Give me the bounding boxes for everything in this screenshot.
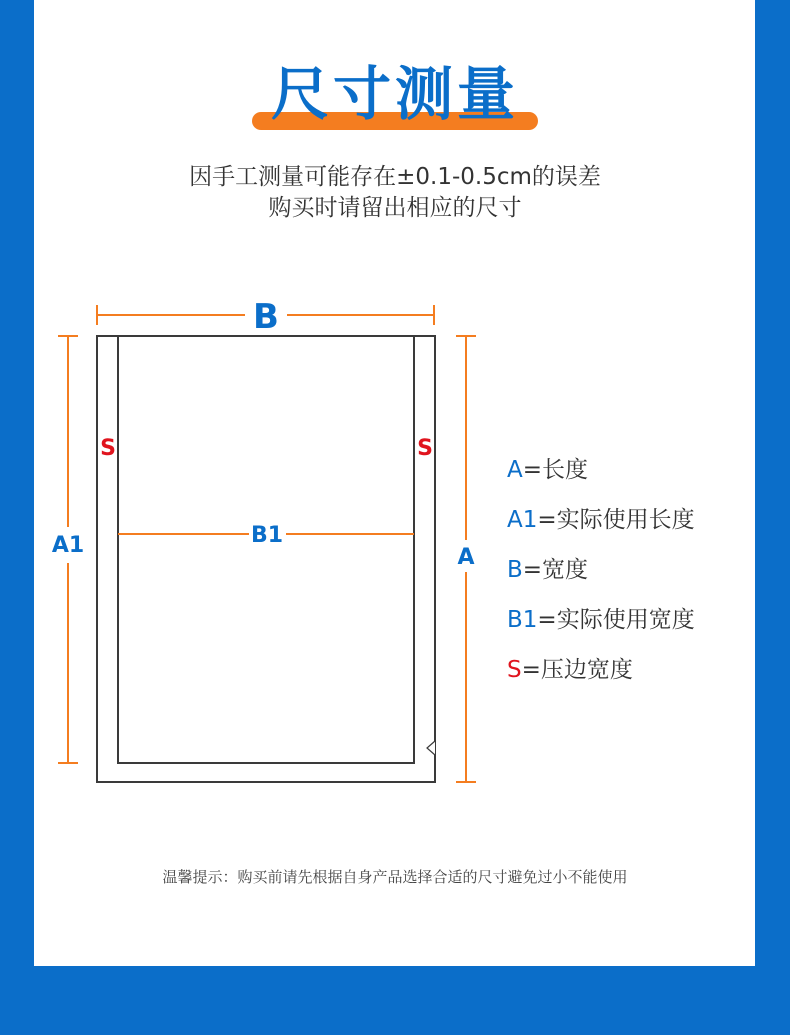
label-s-right: S — [417, 436, 433, 461]
label-s-left: S — [100, 436, 116, 461]
legend-item-s — [507, 655, 633, 685]
legend-item-a1 — [507, 505, 695, 535]
legend-item-b1 — [507, 605, 695, 635]
label-b1: B1 — [250, 523, 284, 548]
legend-key: B1 — [507, 607, 538, 633]
legend-text: =实际使用宽度 — [537, 607, 695, 633]
legend-item-b — [507, 555, 588, 585]
legend-text: =宽度 — [522, 557, 589, 583]
tip-text: 温馨提示：购买前请先根据自身产品选择合适的尺寸避免过小不能使用 — [162, 868, 628, 886]
page-title: 尺寸测量 — [270, 60, 519, 128]
tear-notch — [427, 741, 435, 755]
legend-text: =实际使用长度 — [537, 507, 695, 533]
label-a1: A1 — [51, 533, 85, 558]
legend-text: =压边宽度 — [521, 657, 633, 683]
bag-inner-outline — [118, 336, 414, 763]
legend-key: A1 — [507, 507, 538, 533]
subtitle-line-1: 因手工测量可能存在±0.1-0.5cm的误差 — [189, 164, 601, 190]
legend-text: =长度 — [522, 457, 589, 483]
legend-key: B — [507, 557, 523, 583]
label-a: A — [457, 545, 475, 570]
label-b: B — [253, 297, 279, 337]
subtitle-line-2: 购买时请留出相应的尺寸 — [268, 195, 522, 221]
legend-item-a — [507, 455, 588, 485]
legend-key: A — [507, 457, 523, 483]
bag-outer-outline — [97, 336, 435, 782]
legend-key: S — [507, 657, 522, 683]
